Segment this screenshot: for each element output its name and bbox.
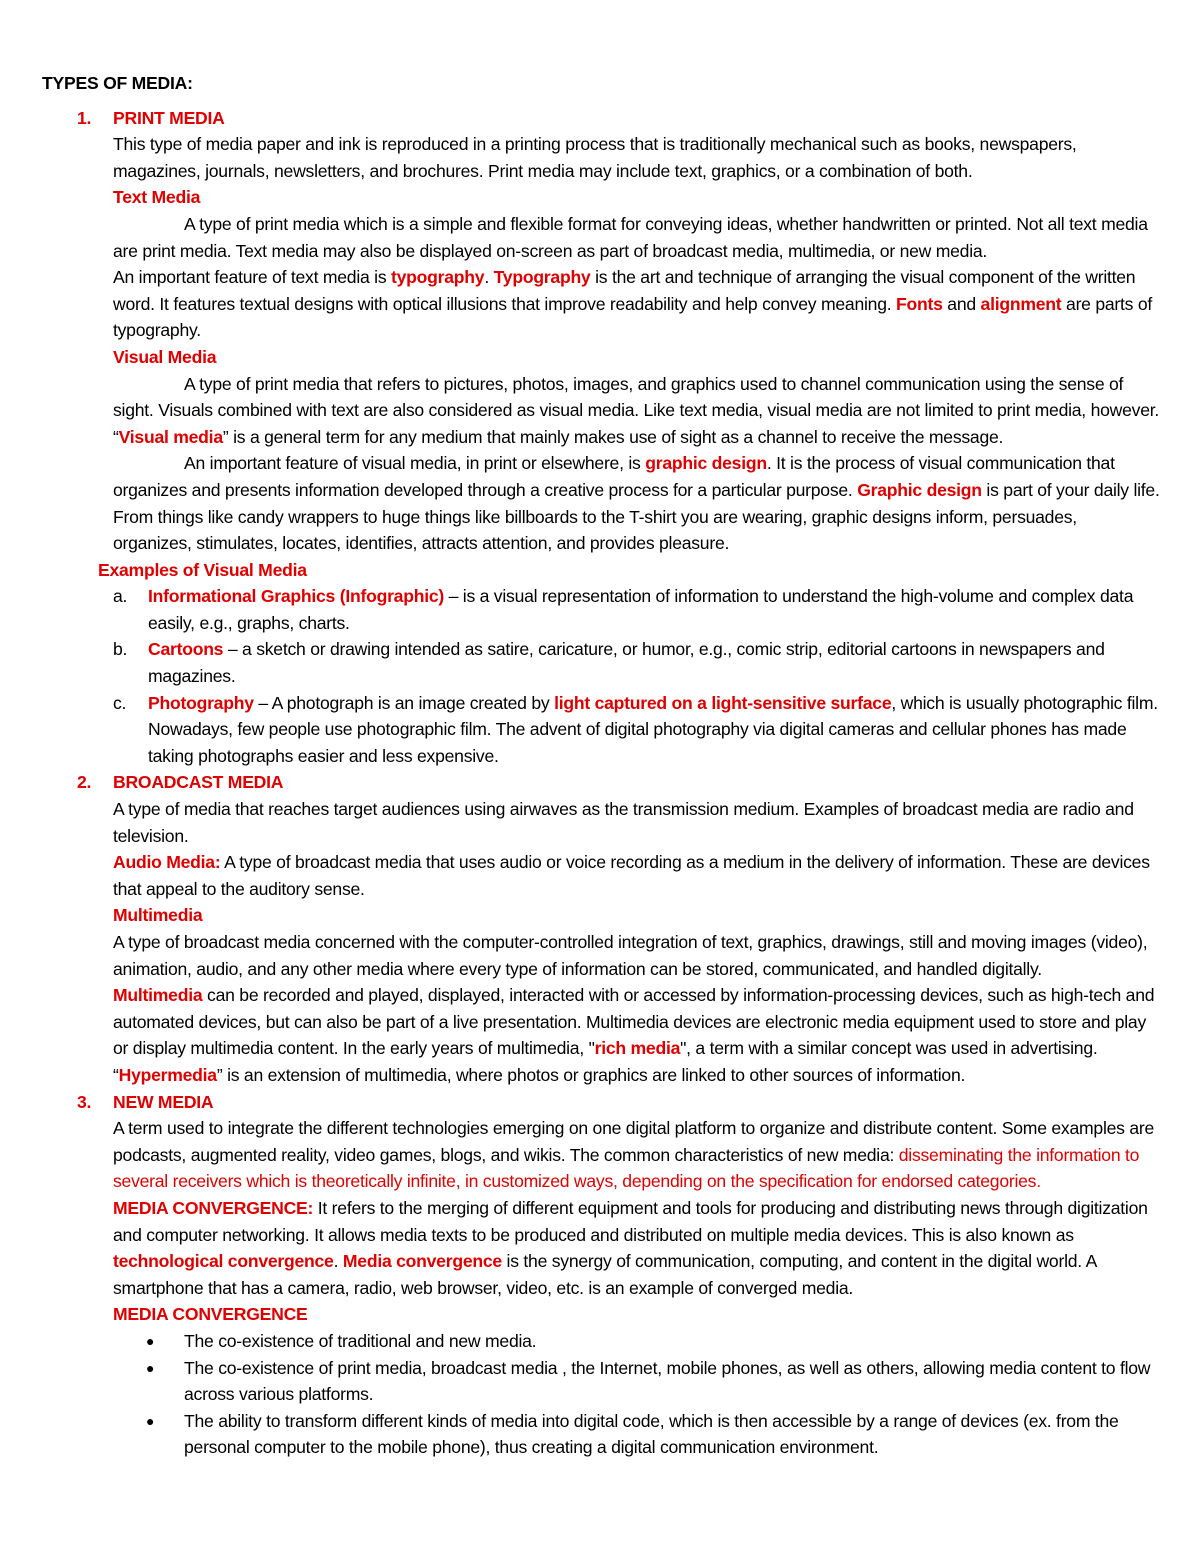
keyword: technological convergence — [113, 1251, 334, 1272]
keyword: Fonts — [896, 293, 943, 314]
example-term: Informational Graphics (Infographic) — [148, 586, 444, 607]
paragraph — [113, 450, 1160, 556]
section-print-media — [42, 105, 1160, 557]
example-item — [42, 583, 1160, 636]
text: , which is usually photographic film. Nowadays, few people use photographic film. The advent of digital photography via digital cameras and cellular phones has made taking photographs easier and less expensive. — [148, 692, 1158, 766]
paragraph — [113, 1115, 1160, 1195]
section-heading: NEW MEDIA — [113, 1091, 214, 1112]
section-new-media — [42, 1089, 1160, 1328]
paragraph — [113, 1195, 1160, 1301]
text: – is a visual representation of information to understand the high-volume and complex data easily, e.g., graphs, charts. — [148, 586, 1134, 633]
keyword: typography — [391, 267, 485, 288]
text: An important feature of visual media, in print or elsewhere, is — [184, 453, 646, 474]
paragraph — [113, 982, 1160, 1088]
item-letter: c. — [113, 692, 127, 713]
bullet-text: The ability to transform different kinds of media into digital code, which is then accessible by a range of devices (ex. from the personal computer to the mobile phone), thus creating a digital communication environment. — [184, 1410, 1119, 1458]
text: is part of your daily life. From things like candy wrappers to huge things like billboards to the T-shirt you are wearing, graphic designs inform, persuades, organizes, stimulates, locates, identifies, attracts attention, and provides pleasure. — [113, 479, 1160, 554]
section-number: 3. — [77, 1091, 92, 1112]
example-term: Cartoons — [148, 639, 224, 660]
section-broadcast-media — [42, 769, 1160, 1088]
paragraph: This type of media paper and ink is reproduced in a printing process that is traditionally mechanical such as books, newspapers, magazines, journals, newsletters, and brochures. Print media may include text, graphics, or a combination of both. — [113, 134, 1077, 181]
text: An important feature of text media is — [113, 267, 392, 288]
example-term: Photography — [148, 692, 254, 713]
item-letter: a. — [113, 586, 128, 607]
section-number: 2. — [77, 772, 92, 793]
example-item — [42, 636, 1160, 689]
example-text — [148, 636, 1160, 689]
paragraph: A type of media that reaches target audiences using airwaves as the transmission medium. Examples of broadcast media are radio and television. — [113, 799, 1134, 846]
subheading-text-media: Text Media — [113, 187, 201, 208]
keyword: light captured on a light-sensitive surface — [554, 692, 892, 713]
keyword: rich media — [594, 1038, 681, 1059]
keyword: Hypermedia — [118, 1064, 217, 1085]
bullet-item — [42, 1408, 1160, 1461]
text: can be recorded and played, displayed, interacted with or accessed by information-processing devices, such as high-tech and automated devices, but can also be part of a live presentation. Multimedia devices are electronic media equipment used to store and play or display multimedia content. In the early years of multimedia, " — [113, 985, 1155, 1059]
example-text — [148, 583, 1160, 636]
text: – A photograph is an image created by — [253, 692, 555, 713]
keyword: Typography — [493, 267, 591, 288]
keyword: Graphic design — [857, 479, 982, 500]
bullet-text: The co-existence of print media, broadcast media , the Internet, mobile phones, as well as others, allowing media content to flow across various platforms. — [184, 1357, 1151, 1405]
bullet-icon: ● — [146, 1332, 155, 1349]
text: . It is the process of visual communication that organizes and presents information developed through a creative process for a particular purpose. — [113, 453, 1115, 500]
text: . — [484, 267, 494, 288]
bullet-icon: ● — [146, 1359, 155, 1376]
bullet-item — [42, 1328, 1160, 1355]
bullet-text: The co-existence of traditional and new media. — [184, 1330, 537, 1351]
text: ” is a general term for any medium that mainly makes use of sight as a channel to receive the message. — [222, 426, 1004, 447]
paragraph — [113, 849, 1160, 902]
text: A type of broadcast media that uses audio or voice recording as a medium in the delivery of information. These are devices that appeal to the auditory sense. — [113, 852, 1150, 899]
subheading-visual-media: Visual Media — [113, 346, 217, 367]
subheading-media-convergence: MEDIA CONVERGENCE — [113, 1304, 308, 1325]
section-heading: PRINT MEDIA — [113, 107, 225, 128]
text: – a sketch or drawing intended as satire, caricature, or humor, e.g., comic strip, editorial cartoons in newspapers and magazines. — [148, 639, 1105, 687]
section-number: 1. — [77, 107, 92, 128]
text: is the art and technique of arranging the visual component of the written word. It features textual designs with optical illusions that improve readability and help convey meaning. — [113, 267, 1136, 314]
text: . — [333, 1251, 343, 1272]
bullet-item — [42, 1355, 1160, 1408]
examples-heading: Examples of Visual Media — [98, 559, 307, 580]
keyword: Multimedia — [113, 985, 203, 1006]
text: are parts of typography. — [113, 293, 1153, 341]
page-title: TYPES OF MEDIA: — [42, 73, 193, 93]
paragraph — [113, 264, 1160, 344]
item-letter: b. — [113, 639, 128, 660]
bullet-icon: ● — [146, 1412, 155, 1429]
text: ” is an extension of multimedia, where photos or graphics are linked to other sources of information. — [216, 1064, 966, 1085]
paragraph — [113, 371, 1160, 451]
keyword: Media convergence — [342, 1251, 502, 1272]
example-text — [148, 690, 1160, 770]
paragraph: A type of print media which is a simple and flexible format for conveying ideas, whether handwritten or printed. Not all text media are print media. Text media may also be displayed on-screen as part of broadcast media, multimedia, or new media. — [113, 213, 1148, 261]
paragraph: A type of broadcast media concerned with the computer-controlled integration of text, graphics, drawings, still and moving images (video), animation, audio, and any other media where every type of information can be stored, communicated, and handled digitally. — [113, 932, 1148, 979]
keyword: graphic design — [645, 453, 767, 474]
label: Audio Media: — [113, 852, 221, 873]
text: It refers to the merging of different equipment and tools for producing and distributing news through digitization and computer networking. It allows media texts to be produced and distributed on multiple media devices. This is also known as — [113, 1197, 1148, 1245]
text: A term used to integrate the different technologies emerging on one digital platform to organize and distribute content. Some examples are podcasts, augmented reality, video games, blogs, and wikis. The common characteristics of new media: — [113, 1118, 1154, 1165]
keyword: alignment — [980, 293, 1062, 314]
text: ", a term with a similar concept was used in advertising. “ — [113, 1038, 1098, 1085]
highlight-text: disseminating the information to several receivers which is theoretically infinite, in customized ways, depending on the specification for endorsed categories. — [113, 1144, 1140, 1192]
text: A type of print media that refers to pictures, photos, images, and graphics used to channel communication using the sense of sight. Visuals combined with text are also considered as visual media. Like text media, visual media are not limited to print media, however. “ — [113, 373, 1160, 447]
example-item — [42, 690, 1160, 770]
section-heading: BROADCAST MEDIA — [113, 772, 284, 793]
keyword: Visual media — [118, 426, 223, 447]
subheading-multimedia: Multimedia — [113, 905, 203, 926]
text: and — [942, 293, 981, 314]
label: MEDIA CONVERGENCE: — [113, 1197, 314, 1218]
text: is the synergy of communication, computing, and content in the digital world. A smartphone that has a camera, radio, web browser, video, etc. is an example of converged media. — [113, 1251, 1097, 1298]
